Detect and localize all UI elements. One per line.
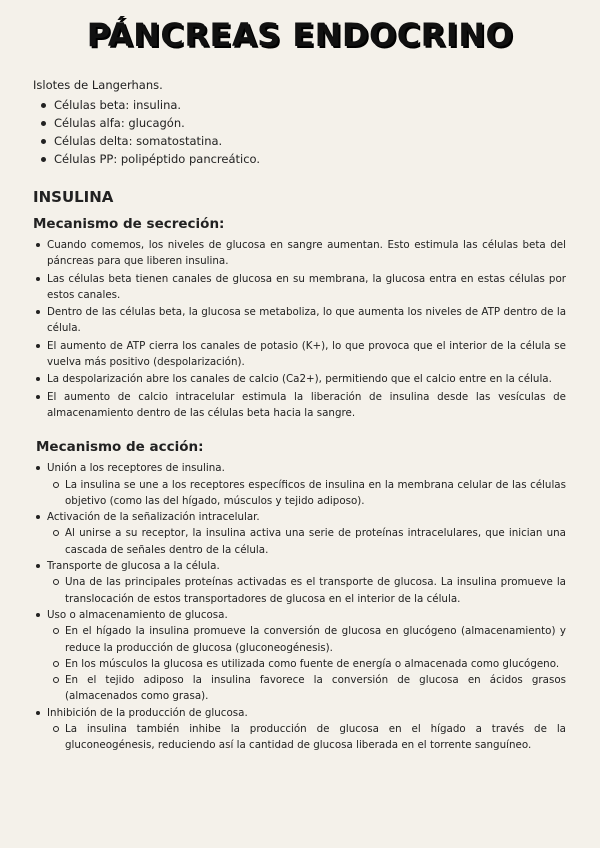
sub-list-item: En el tejido adiposo la insulina favorece la conversión de glucosa en ácidos grasos (almacenados como grasa). xyxy=(47,672,566,705)
list-item xyxy=(33,558,566,607)
page-title: PÁNCREAS ENDOCRINO xyxy=(86,16,514,54)
list-item: El aumento de calcio intracelular estimula la liberación de insulina desde las vesículas de almacenamiento dentro de las células beta hacia la sangre. xyxy=(33,389,566,422)
sub-list-item: La insulina se une a los receptores específicos de insulina en la membrana celular de las células objetivo (como las del hígado, músculos y tejido adiposo). xyxy=(47,477,566,510)
list-item xyxy=(33,509,566,558)
secretion-heading: Mecanismo de secreción: xyxy=(33,216,225,232)
sub-list xyxy=(47,574,566,607)
list-item: Células delta: somatostatina. xyxy=(33,132,566,150)
list-item-label: Uso o almacenamiento de glucosa. xyxy=(47,608,228,621)
list-item-label: Transporte de glucosa a la célula. xyxy=(47,560,220,573)
cell-type-list xyxy=(33,96,566,168)
intro-text: Islotes de Langerhans. xyxy=(33,78,163,92)
list-item: Células alfa: glucagón. xyxy=(33,114,566,132)
sub-list xyxy=(47,623,566,704)
section-heading: INSULINA xyxy=(33,188,114,206)
list-item-label: Activación de la señalización intracelular. xyxy=(47,511,260,524)
secretion-list xyxy=(33,237,566,421)
list-item xyxy=(33,460,566,509)
list-item: Las células beta tienen canales de glucosa en su membrana, la glucosa entra en estas células por estos canales. xyxy=(33,271,566,304)
list-item: Células PP: polipéptido pancreático. xyxy=(33,150,566,168)
list-item: La despolarización abre los canales de calcio (Ca2+), permitiendo que el calcio entre en la célula. xyxy=(33,371,566,387)
sub-list-item: En el hígado la insulina promueve la conversión de glucosa en glucógeno (almacenamiento) y reduce la producción de glucosa (gluconeogénesis). xyxy=(47,623,566,656)
sub-list xyxy=(47,721,566,754)
document-body xyxy=(33,78,566,754)
sub-list-item: La insulina también inhibe la producción de glucosa en el hígado a través de la gluconeogénesis, reduciendo así la cantidad de glucosa liberada en el torrente sanguíneo. xyxy=(47,721,566,754)
list-item: Células beta: insulina. xyxy=(33,96,566,114)
list-item xyxy=(33,607,566,705)
list-item-label: Unión a los receptores de insulina. xyxy=(47,462,225,475)
sub-list-item: En los músculos la glucosa es utilizada como fuente de energía o almacenada como glucógeno. xyxy=(47,656,566,672)
action-list xyxy=(33,460,566,753)
list-item: El aumento de ATP cierra los canales de potasio (K+), lo que provoca que el interior de la célula se vuelva más positivo (despolarización). xyxy=(33,338,566,371)
sub-list-item: Una de las principales proteínas activadas es el transporte de glucosa. La insulina promueve la translocación de estos transportadores de glucosa en el interior de la célula. xyxy=(47,574,566,607)
action-heading: Mecanismo de acción: xyxy=(36,439,204,456)
sub-list-item: Al unirse a su receptor, la insulina activa una serie de proteínas intracelulares, que inician una cascada de señales dentro de la célula. xyxy=(47,525,566,558)
list-item-label: Inhibición de la producción de glucosa. xyxy=(47,706,248,719)
list-item xyxy=(33,705,566,754)
sub-list xyxy=(47,525,566,558)
list-item: Dentro de las células beta, la glucosa se metaboliza, lo que aumenta los niveles de ATP dentro de la célula. xyxy=(33,304,566,337)
sub-list xyxy=(47,477,566,510)
list-item: Cuando comemos, los niveles de glucosa en sangre aumentan. Esto estimula las células beta del páncreas para que liberen insulina. xyxy=(33,237,566,270)
